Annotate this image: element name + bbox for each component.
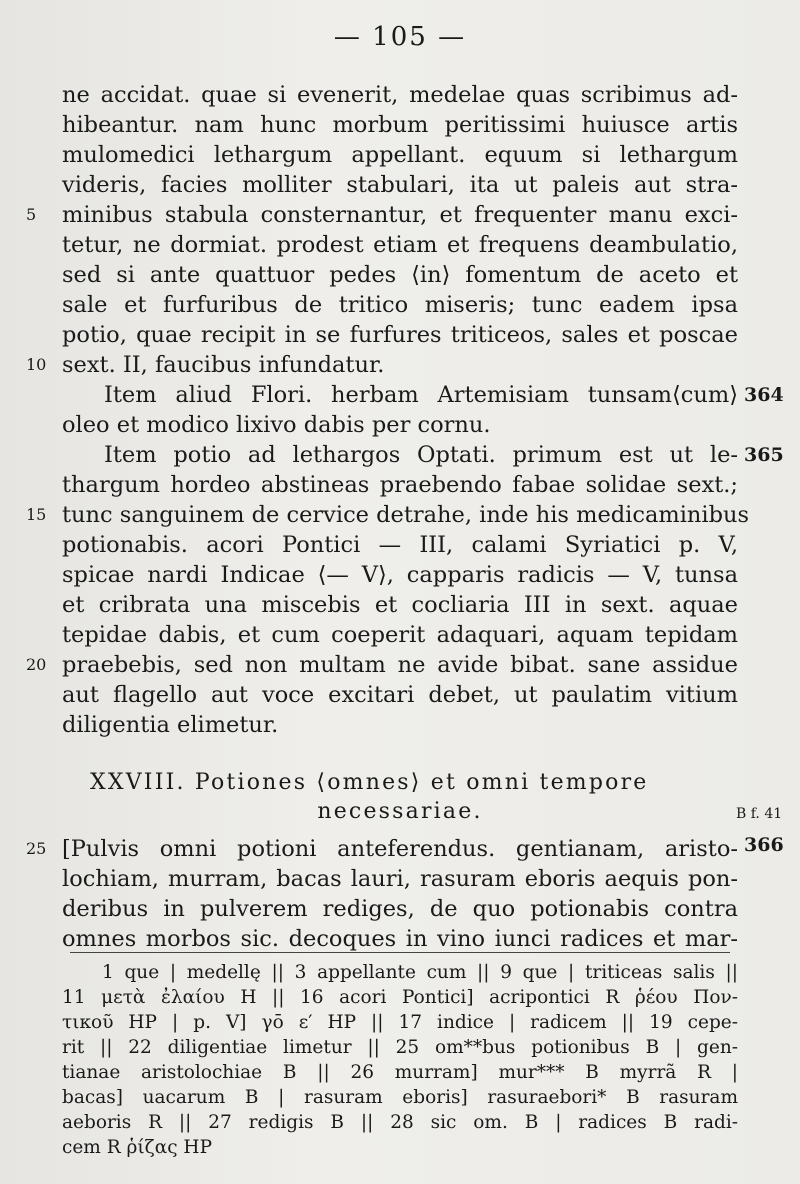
line-number: 5 xyxy=(26,205,37,224)
apparatus-line: bacas] uacarum B | rasuram eboris] rasuraebori* B rasuram xyxy=(62,1087,738,1108)
text-line: [Pulvis omni potioni anteferendus. gentianam, aristo- xyxy=(62,836,738,862)
text-line: et cribrata una miscebis et cocliaria III in sext. aquae xyxy=(62,592,738,618)
apparatus-line: 1 que | medellę || 3 appellante cum || 9 que | triticeas salis || xyxy=(102,962,738,983)
apparatus-line: rit || 22 diligentiae limetur || 25 om**bus potionibus B | gen- xyxy=(62,1037,738,1058)
apparatus-line: 11 μετὰ ἐλαίου H || 16 acori Pontici] acripontici R ῥέου Πον- xyxy=(62,987,738,1008)
line-number: 10 xyxy=(26,355,47,374)
section-heading: XXVIII. Potiones ⟨omnes⟩ et omni tempore xyxy=(90,770,649,795)
text-line: Item aliud Flori. herbam Artemisiam tunsam⟨cum⟩ xyxy=(104,382,738,408)
text-line: omnes morbos sic. decoques in vino iunci radices et mar- xyxy=(62,926,738,952)
text-line: oleo et modico lixivo dabis per cornu. xyxy=(62,412,491,438)
apparatus-line: cem R ῥίζας HP xyxy=(62,1137,213,1158)
text-line: praebebis, sed non multam ne avide bibat. sane assidue xyxy=(62,652,738,678)
page-number: — 105 — xyxy=(333,22,467,52)
text-line: spicae nardi Indicae ⟨— V⟩, capparis radicis — V, tunsa xyxy=(62,562,738,588)
margin-reference: 366 xyxy=(744,834,784,856)
apparatus-line: tianae aristolochiae B || 26 murram] mur*** B myrrã R | xyxy=(62,1062,738,1083)
text-line: hibeantur. nam hunc morbum peritissimi huiusce artis xyxy=(62,112,738,138)
text-line: tetur, ne dormiat. prodest etiam et frequens deambulatio, xyxy=(62,232,738,258)
text-line: tepidae dabis, et cum coeperit adaquari, aquam tepidam xyxy=(62,622,738,648)
text-line: ne accidat. quae si evenerit, medelae quas scribimus ad- xyxy=(62,82,738,108)
margin-reference: 365 xyxy=(744,444,784,466)
folio-reference: B f. 41 xyxy=(736,806,783,822)
text-line: tunc sanguinem de cervice detrahe, inde his medicaminibus xyxy=(62,502,750,528)
footnote-rule xyxy=(70,952,730,953)
text-line: thargum hordeo abstineas praebendo fabae solidae sext.; xyxy=(62,472,738,498)
text-line: sed si ante quattuor pedes ⟨in⟩ fomentum de aceto et xyxy=(62,262,738,288)
apparatus-line: τικοῦ HP | p. V] γō ε′ HP || 17 indice | radicem || 19 cepe- xyxy=(62,1012,738,1033)
text-line: sale et furfuribus de tritico miseris; tunc eadem ipsa xyxy=(62,292,738,318)
line-number: 20 xyxy=(26,655,47,674)
text-line: potio, quae recipit in se furfures triticeos, sales et poscae xyxy=(62,322,738,348)
text-line: mulomedici lethargum appellant. equum si lethargum xyxy=(62,142,738,168)
text-line: sext. II, faucibus infundatur. xyxy=(62,352,385,378)
section-heading-continued: necessariae. xyxy=(317,799,483,824)
text-line: lochiam, murram, bacas lauri, rasuram eboris aequis pon- xyxy=(62,866,738,892)
text-line: minibus stabula consternantur, et frequenter manu exci- xyxy=(62,202,738,228)
text-line: Item potio ad lethargos Optati. primum est ut le- xyxy=(104,442,738,468)
line-number: 15 xyxy=(26,505,47,524)
text-line: videris, facies molliter stabulari, ita ut paleis aut stra- xyxy=(62,172,738,198)
apparatus-line: aeboris R || 27 redigis B || 28 sic om. B | radices B radi- xyxy=(62,1112,738,1133)
text-line: aut flagello aut voce excitari debet, ut paulatim vitium xyxy=(62,682,738,708)
line-number: 25 xyxy=(26,839,47,858)
text-line: deribus in pulverem rediges, de quo potionabis contra xyxy=(62,896,738,922)
text-line: potionabis. acori Pontici — III, calami Syriatici p. V, xyxy=(62,532,738,558)
margin-reference: 364 xyxy=(744,384,784,406)
text-line: diligentia elimetur. xyxy=(62,712,279,738)
